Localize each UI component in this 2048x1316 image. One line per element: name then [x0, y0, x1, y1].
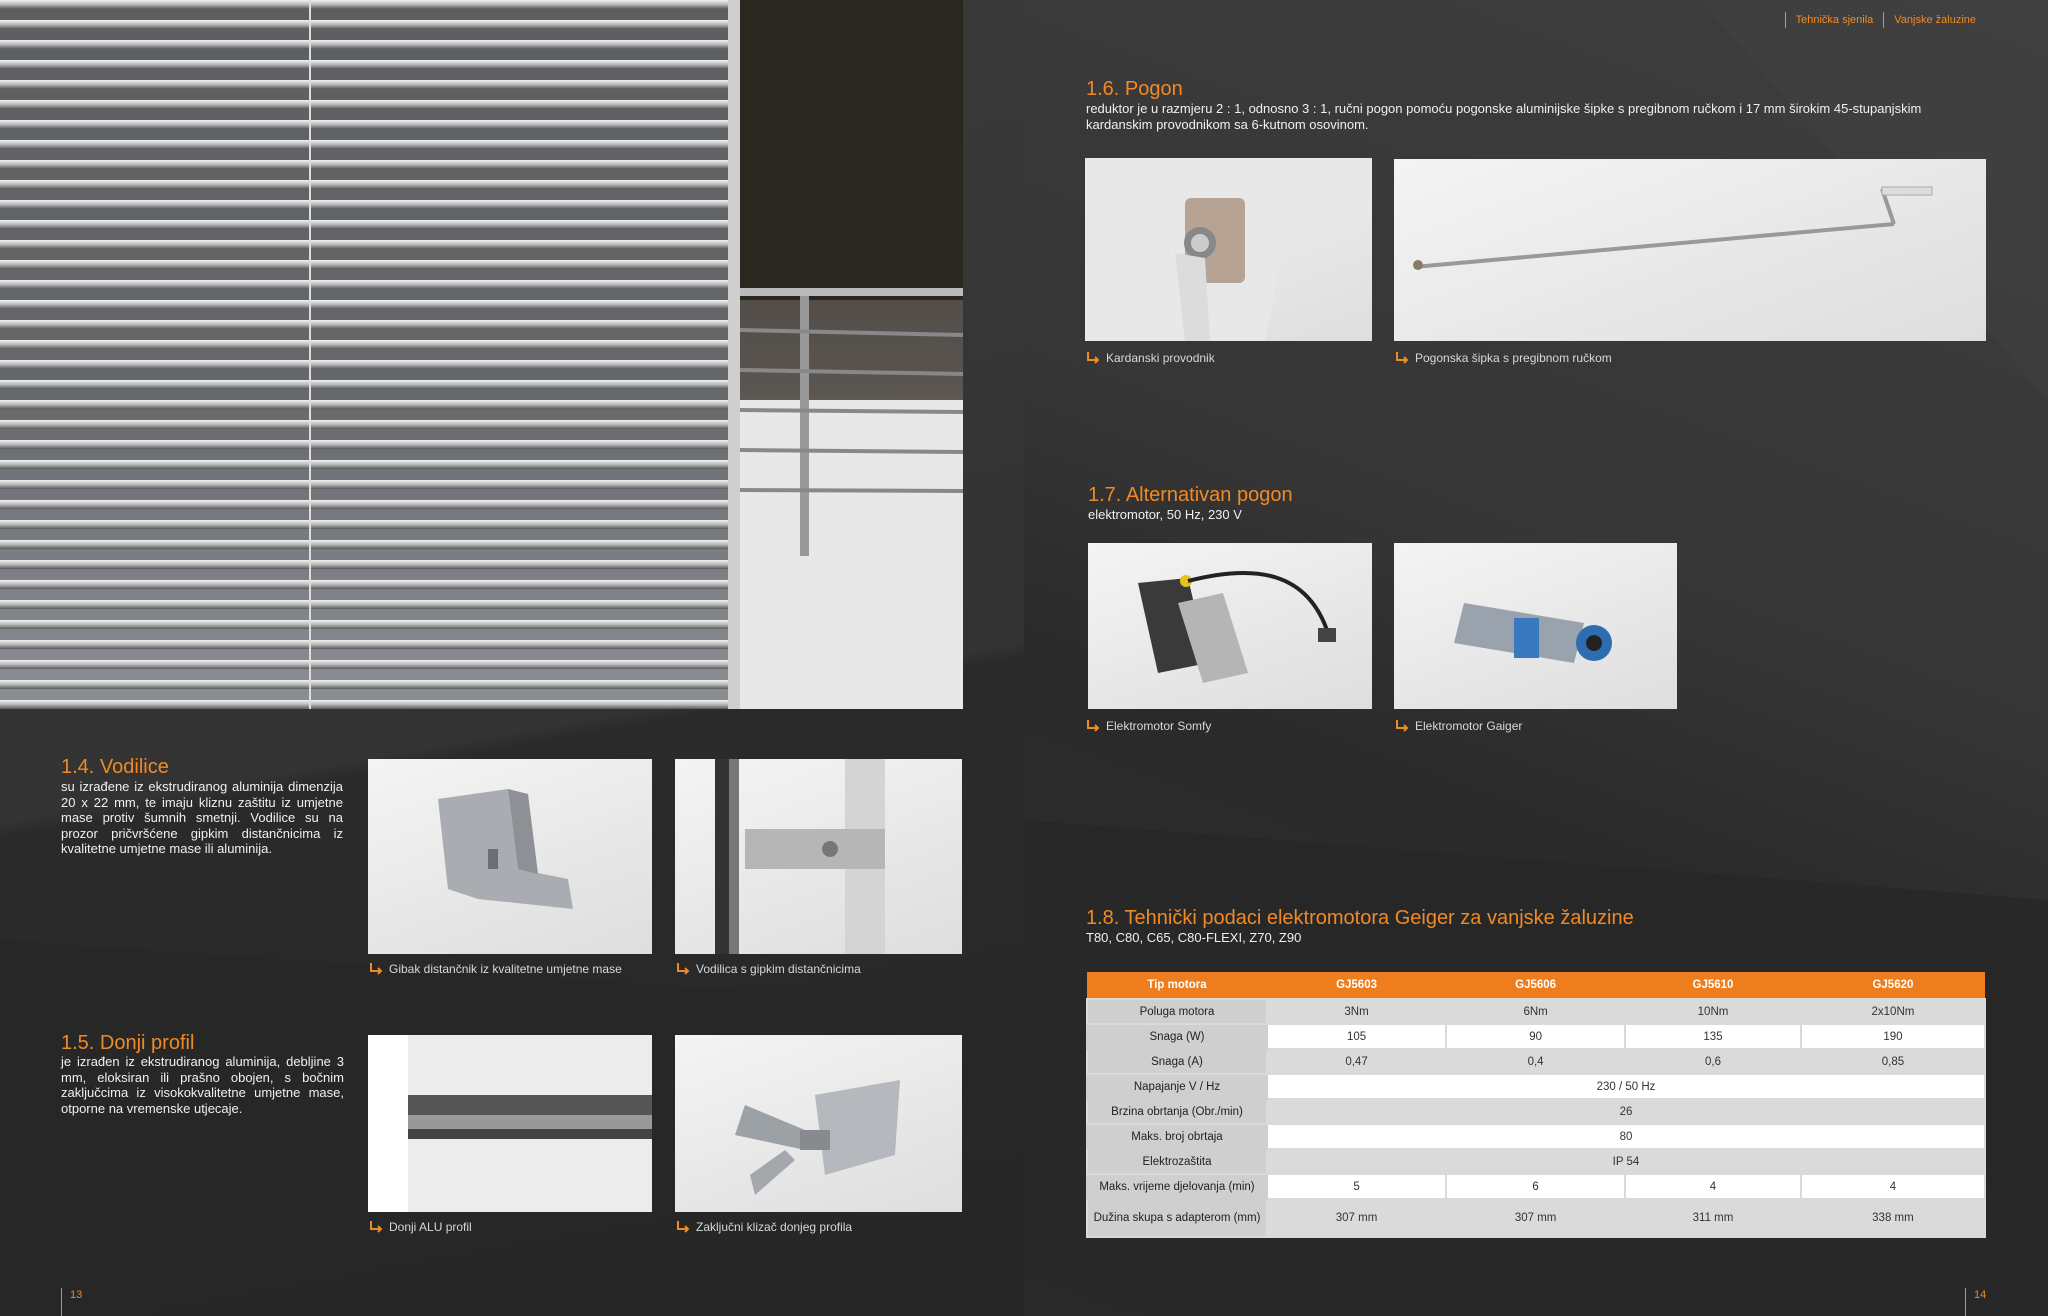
caption-arrow-icon	[1394, 351, 1410, 365]
table-cell: 4	[1801, 1174, 1985, 1199]
table-cell: 307 mm	[1267, 1199, 1446, 1237]
table-cell: 338 mm	[1801, 1199, 1985, 1237]
caption-vodilica-distancnici: Vodilica s gipkim distančnicima	[675, 962, 861, 976]
section-title-donji-profil: 1.5. Donji profil	[61, 1032, 195, 1054]
photo-gibak-distancnik	[368, 759, 652, 954]
photo-elektromotor-gaiger	[1394, 543, 1677, 709]
section-title-alternativan-pogon: 1.7. Alternativan pogon	[1088, 484, 1293, 506]
page-number-right: 14	[1965, 1288, 1986, 1316]
table-cell: 90	[1446, 1024, 1625, 1049]
nav-item-vanjske-zaluzine[interactable]: Vanjske žaluzine	[1883, 12, 1986, 28]
table-row-label: Elektrozaštita	[1087, 1149, 1267, 1174]
photo-donji-alu-profil	[368, 1035, 652, 1212]
photo-vodilica-distancnici	[675, 759, 962, 954]
header-breadcrumb	[1785, 12, 1986, 28]
table-row	[1087, 1049, 1985, 1074]
table-cell: 230 / 50 Hz	[1267, 1074, 1985, 1099]
table-row-label: Poluga motora	[1087, 999, 1267, 1024]
table-cell: 0,85	[1801, 1049, 1985, 1074]
table-cell: 105	[1267, 1024, 1446, 1049]
section-title-tehnicki-podaci: 1.8. Tehnički podaci elektromotora Geiger za vanjske žaluzine	[1086, 907, 1634, 929]
caption-pogonska-sipka: Pogonska šipka s pregibnom ručkom	[1394, 351, 1612, 365]
caption-arrow-icon	[368, 962, 384, 976]
table-header-cell: GJ5620	[1801, 972, 1985, 999]
section-text-alternativan-pogon: elektromotor, 50 Hz, 230 V	[1088, 507, 1242, 522]
table-cell: 135	[1625, 1024, 1801, 1049]
hero-photo-venetian-blinds	[0, 0, 963, 709]
table-cell: 6Nm	[1446, 999, 1625, 1024]
table-cell: 307 mm	[1446, 1199, 1625, 1237]
caption-gibak-distancnik: Gibak distančnik iz kvalitetne umjetne mase	[368, 962, 622, 976]
table-cell: 2x10Nm	[1801, 999, 1985, 1024]
photo-zakljucni-klizac	[675, 1035, 962, 1212]
table-header-cell: GJ5606	[1446, 972, 1625, 999]
table-cell: 10Nm	[1625, 999, 1801, 1024]
table-row-label: Maks. vrijeme djelovanja (min)	[1087, 1174, 1267, 1199]
section-text-pogon: reduktor je u razmjeru 2 : 1, odnosno 3 : 1, ručni pogon pomoću pogonske aluminijske šipke s pregibnom ručkom i 17 mm širokim 45-stupanjskim kardanskim provodnikom sa 6-kutnom osovinom.	[1086, 101, 1922, 132]
table-header-cell: GJ5610	[1625, 972, 1801, 999]
table-cell: 311 mm	[1625, 1199, 1801, 1237]
section-subtitle-tehnicki-podaci: T80, C80, C65, C80-FLEXI, Z70, Z90	[1086, 930, 1302, 945]
table-cell: 80	[1267, 1124, 1985, 1149]
caption-donji-alu-profil: Donji ALU profil	[368, 1220, 472, 1234]
table-row-label: Brzina obrtanja (Obr./min)	[1087, 1099, 1267, 1124]
photo-kardanski-provodnik	[1085, 158, 1372, 341]
photo-pogonska-sipka	[1394, 159, 1986, 341]
caption-zakljucni-klizac: Zaključni klizač donjeg profila	[675, 1220, 852, 1234]
caption-arrow-icon	[1085, 351, 1101, 365]
nav-item-tehnicka-sjenila[interactable]: Tehnička sjenila	[1785, 12, 1884, 28]
caption-arrow-icon	[368, 1220, 384, 1234]
table-row-label: Maks. broj obrtaja	[1087, 1124, 1267, 1149]
table-row	[1087, 1174, 1985, 1199]
caption-arrow-icon	[675, 962, 691, 976]
section-title-vodilice: 1.4. Vodilice	[61, 756, 169, 778]
table-row	[1087, 1199, 1985, 1237]
table-cell: 4	[1625, 1174, 1801, 1199]
table-row-label: Napajanje V / Hz	[1087, 1074, 1267, 1099]
table-row	[1087, 1124, 1985, 1149]
blinds-illustration	[0, 0, 963, 709]
table-cell: IP 54	[1267, 1149, 1985, 1174]
caption-arrow-icon	[1394, 719, 1410, 733]
section-text-vodilice: su izrađene iz ekstrudiranog aluminija dimenzija 20 x 22 mm, te imaju kliznu zaštitu iz umjetne mase protiv šumnih smetnji. Vodilice su na prozor pričvršćene gipkim distančnicima iz kvalitetne umjetne mase ili aluminija.	[61, 779, 343, 856]
table-header-cell: GJ5603	[1267, 972, 1446, 999]
table-row	[1087, 999, 1985, 1024]
table-row-label: Snaga (W)	[1087, 1024, 1267, 1049]
table-row	[1087, 1099, 1985, 1124]
table-row-label: Snaga (A)	[1087, 1049, 1267, 1074]
table-header-row	[1087, 972, 1985, 999]
table-row	[1087, 1149, 1985, 1174]
table-cell: 0,6	[1625, 1049, 1801, 1074]
caption-elektromotor-somfy: Elektromotor Somfy	[1085, 719, 1211, 733]
table-cell: 6	[1446, 1174, 1625, 1199]
table-cell: 26	[1267, 1099, 1985, 1124]
table-row	[1087, 1074, 1985, 1099]
caption-elektromotor-gaiger: Elektromotor Gaiger	[1394, 719, 1522, 733]
table-cell: 0,4	[1446, 1049, 1625, 1074]
table-cell: 3Nm	[1267, 999, 1446, 1024]
table-row	[1087, 1024, 1985, 1049]
section-title-pogon: 1.6. Pogon	[1086, 78, 1183, 100]
photo-elektromotor-somfy	[1088, 543, 1372, 709]
table-cell: 5	[1267, 1174, 1446, 1199]
table-cell: 190	[1801, 1024, 1985, 1049]
table-row-label: Dužina skupa s adapterom (mm)	[1087, 1199, 1267, 1237]
page-number-left: 13	[61, 1288, 82, 1316]
table-header-cell: Tip motora	[1087, 972, 1267, 999]
table-cell: 0,47	[1267, 1049, 1446, 1074]
caption-kardanski-provodnik: Kardanski provodnik	[1085, 351, 1215, 365]
motor-spec-table	[1086, 972, 1986, 1238]
caption-arrow-icon	[1085, 719, 1101, 733]
caption-arrow-icon	[675, 1220, 691, 1234]
section-text-donji-profil: je izrađen iz ekstrudiranog aluminija, debljine 3 mm, eloksiran ili prašno obojen, s bočnim zaključcima iz visokokvalitetne umjetne mase, otporne na vremenske utjecaje.	[61, 1054, 344, 1116]
